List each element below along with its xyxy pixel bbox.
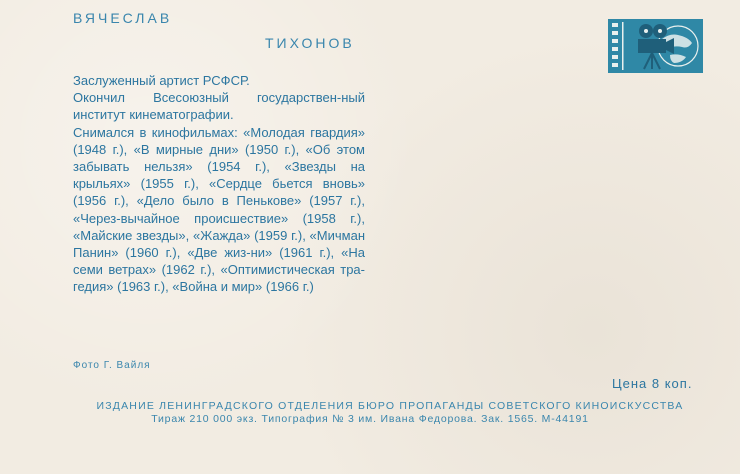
imprint-line: Тираж 210 000 экз. Типография № 3 им. Ивана Федорова. Зак. 1565. М-44191: [151, 413, 589, 425]
photo-credit: Фото Г. Вайля: [73, 360, 151, 371]
biography-text: [73, 72, 365, 296]
price-label: Цена 8 коп.: [612, 376, 693, 391]
actor-last-name: ТИХОНОВ: [265, 35, 355, 51]
publisher-line: ИЗДАНИЕ ЛЕНИНГРАДСКОГО ОТДЕЛЕНИЯ БЮРО ПРОПАГАНДЫ СОВЕТСКОГО КИНОИСКУССТВА: [96, 400, 684, 412]
film-camera-globe-emblem-icon: [608, 19, 703, 73]
actor-first-name: ВЯЧЕСЛАВ: [73, 10, 173, 26]
bio-education-line: Окончил Всесоюзный государствен-ный институт кинематографии.: [73, 90, 365, 123]
bio-filmography: Снимался в кинофильмах: «Молодая гвардия» (1948 г.), «В мирные дни» (1950 г.), «Об этом забывать нельзя» (1954 г.), «Звезды на крыльях» (1955 г.), «Сердце бьется вновь» (1956 г.), «Дело было в Пенькове» (1957 г.), «Через-вычайное происшествие» (1958 г.), «Майские звезды», «Жажда» (1959 г.), «Мичман Панин» (1960 г.), «Две жиз-ни» (1961 г.), «На семи ветрах» (1962 г.), «Оптимистическая тра-гедия» (1963 г.), «Война и мир» (1966 г.): [73, 124, 365, 295]
bio-title-line: Заслуженный артист РСФСР.: [73, 73, 250, 88]
